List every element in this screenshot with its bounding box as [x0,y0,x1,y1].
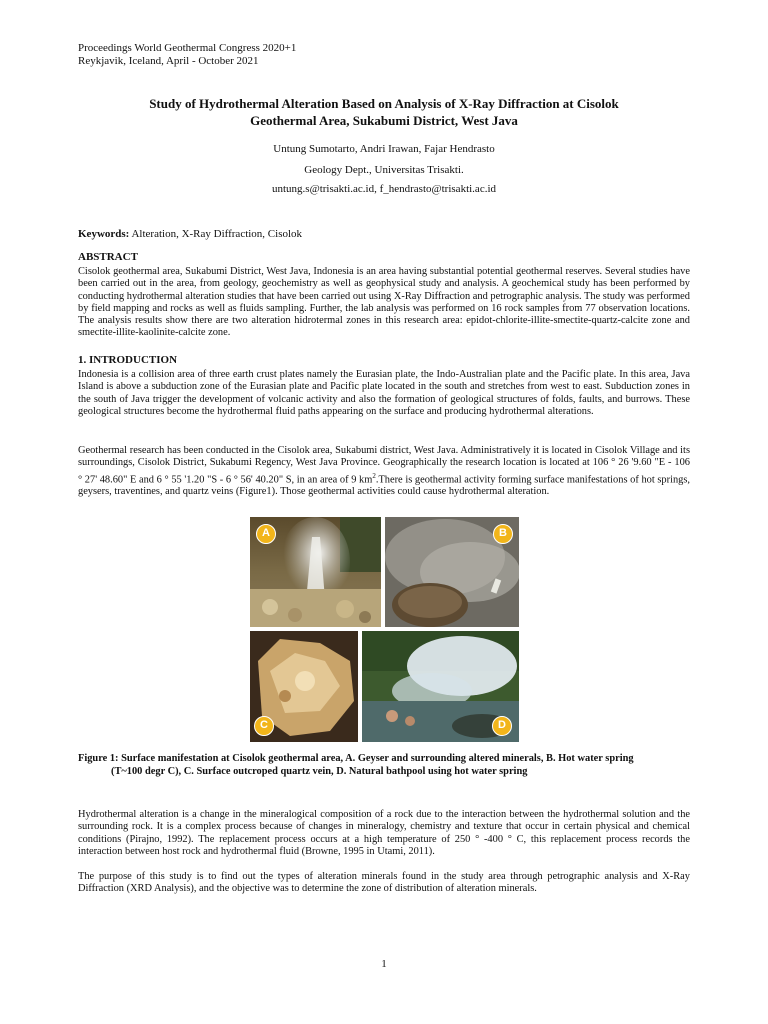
title-line-1: Study of Hydrothermal Alteration Based on Analysis of X-Ray Diffraction at Cisolok [149,96,619,111]
intro-paragraph-2 [78,445,690,499]
keywords-text: Alteration, X-Ray Diffraction, Cisolok [129,228,303,240]
caption-line-1: Figure 1: Surface manifestation at Cisolok geothermal area, A. Geyser and surrounding altered minerals, B. Hot water spring [78,753,634,764]
intro-paragraph-2-b: .There is geothermal activity forming surface manifestations of hot springs, geysers, traventines, and quartz veins (Figure1). Those geothermal activities could cause hydrothermal alteration. [78,474,691,498]
proceedings-header [78,42,296,68]
photo-label-c: C [254,716,274,736]
paper-title [78,95,690,129]
abstract-text: Cisolok geothermal area, Sukabumi District, West Java, Indonesia is an area having substantial potential geothermal reserves. Several studies have been carried out in the area, from geology, geochemistry as well as geophysical study and analysis. A geochemical study has been performed by conducting hydrothermal alteration studies that have been carried out using X-Ray Diffraction and petrographic analysis. The study was performed by field mapping and rocks as well as fluids sampling. Further, the lab analysis was performed on 16 rock samples from 77 observation locations. The analysis results show there are two alteration hidrotermal zones in this research area: epidot-chlorite-illite-smectite-quartz-calcite zone and smectite-illite-kaolinite-calcite zone. [78,266,690,339]
introduction-heading: 1. INTRODUCTION [78,354,178,366]
intro-paragraph-1: Indonesia is a collision area of three earth crust plates namely the Eurasian plate, the Indo-Australian plate and the Pacific plate. In this area, Java Island is above a subduction zone of the Eurasian plate and Pacific plate located in the south and stretches from west to east. Subduction zones in the south of Java trigger the development of volcanic activity and also the formation of geological structures of folds, faults, and burrows. These geological structures become the hydrothermal fluid paths appearing on the surface and producing hydrothermal alterations. [78,369,690,417]
keywords-label: Keywords: [78,228,130,240]
keywords [78,228,302,240]
affiliation: Geology Dept., Universitas Trisakti. [304,164,464,176]
km-superscript: 2 [372,471,376,480]
title-line-2: Geothermal Area, Sukabumi District, West Java [250,113,518,128]
header-line-2: Reykjavik, Iceland, April - October 2021 [78,55,259,67]
intro-paragraph-3: Hydrothermal alteration is a change in the mineralogical composition of a rock due to the interaction between the hydrothermal solution and the surrounding rock. It is a complex process because of changes in mineralogy, chemistry and texture that occur in certain physical and chemical conditions (Pirajno, 1992). The replacement process occurs at a high temperature of 250 ° -400 ° C, this replacement process records the interaction between host rock and hydrothermal fluid (Browne, 1995 in Utami, 2011). [78,809,690,857]
intro-paragraph-2-a: Geothermal research has been conducted in the Cisolok area, Sukabumi district, West Java. Administratively it is located in Cisolok Village and its surroundings, Cisolok District, Sukabumi Regency, West Java Province. Geographically the research location is located at 106 ° 26 '9.60 "E - 106 ° 27' 48.60" E and 6 ° 55 '1.20 "S - 6 ° 56' 40.20" S, in an area of 9 km [78,445,690,486]
photo-label-d: D [492,716,512,736]
photo-label-b: B [493,524,513,544]
caption-line-2: (T~100 degr C), C. Surface outcroped quartz vein, D. Natural bathpool using hot water spring [111,765,528,777]
header-line-1: Proceedings World Geothermal Congress 2020+1 [78,42,297,54]
author-emails: untung.s@trisakti.ac.id, f_hendrasto@trisakti.ac.id [271,183,497,195]
figure-caption [78,753,690,778]
intro-paragraph-4: The purpose of this study is to find out the types of alteration minerals found in the study area through petrographic analysis and X-Ray Diffraction (XRD Analysis), and the objective was to determine the zone of distribution of alteration minerals. [78,871,690,895]
page-number: 1 [381,958,387,970]
abstract-heading: ABSTRACT [78,251,138,263]
figure-1 [250,517,519,742]
authors: Untung Sumotarto, Andri Irawan, Fajar Hendrasto [273,143,495,155]
photo-label-a: A [256,524,276,544]
